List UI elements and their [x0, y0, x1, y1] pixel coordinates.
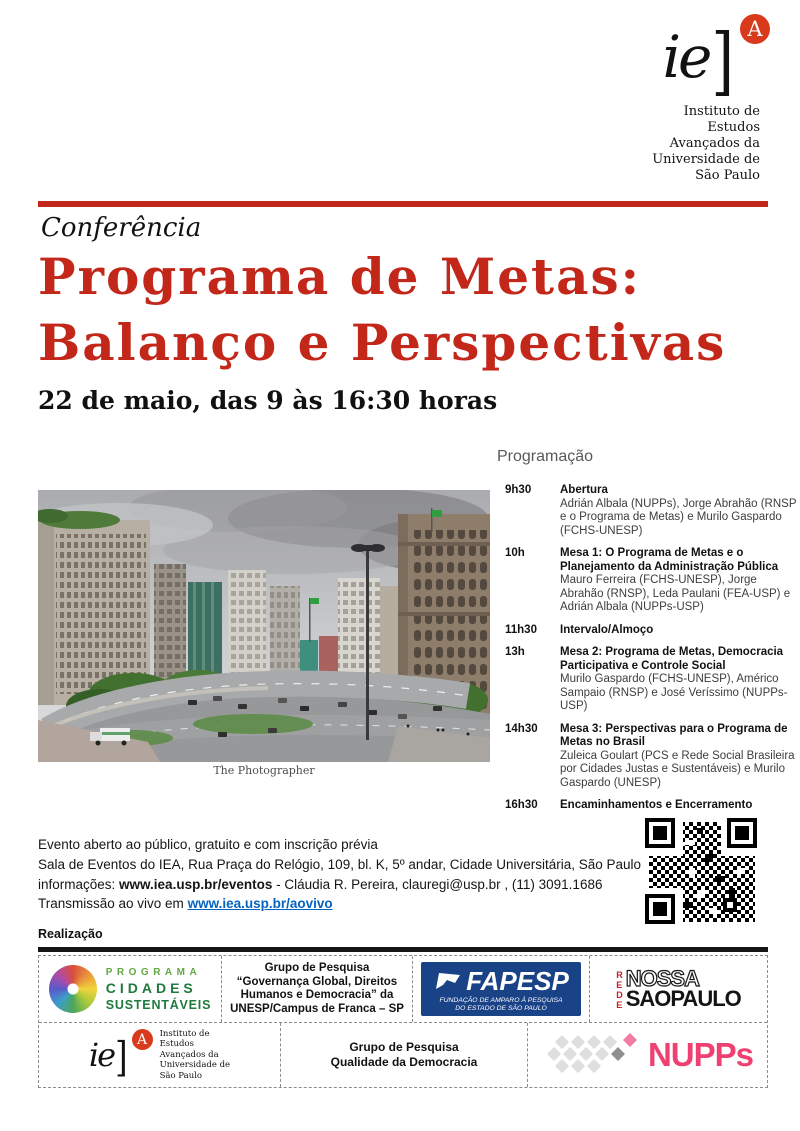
schedule-item: 11h30 Intervalo/Almoço: [505, 623, 654, 636]
iea-logotype: [662, 16, 770, 104]
iea-badge-icon-small: A: [132, 1029, 153, 1050]
event-type-kicker: Conferência: [41, 213, 202, 243]
logo-iea-small: [39, 1023, 281, 1087]
iea-badge-icon: A: [740, 14, 770, 44]
photo-sao-paulo-cityscape: [38, 490, 490, 762]
schedule-heading: Programação: [497, 448, 594, 465]
event-info: [38, 835, 648, 914]
qr-code-graphic: [645, 818, 759, 926]
iea-logotype-ie: ie: [662, 23, 710, 91]
rede-vertical-letters: R E D E: [616, 969, 623, 1010]
info-line-stream: Transmissão ao vivo em www.iea.usp.br/aovivo: [38, 896, 333, 912]
schedule-item: 14h30 Mesa 3: Perspectivas para o Programa de Metas no Brasil Zuleica Goulart (PCS e Rede Social Brasileira por Cidades Justas e Sustentáveis) e Murilo Gaspardo (UNESP): [505, 722, 795, 789]
event-datetime: 22 de maio, das 9 às 16:30 horas: [38, 386, 498, 415]
photo-credit: The Photographer: [213, 764, 315, 777]
iea-institute-name: Instituto de Estudos Avançados da Universidade de São Paulo: [652, 104, 760, 183]
logo-unesp-research-group: Grupo de Pesquisa “Governança Global, Direitos Humanos e Democracia” da UNESP/Campus de Franca – SP: [222, 956, 413, 1022]
cityscape-illustration: [38, 490, 490, 762]
schedule-item: 13h Mesa 2: Programa de Metas, Democracia Participativa e Controle Social Murilo Gaspardo (FCHS-UNESP), Américo Sampaio (RNSP) e José Veríssimo (NUPPs-USP): [505, 646, 788, 712]
events-url: www.iea.usp.br/eventos: [119, 876, 273, 892]
livestream-link[interactable]: www.iea.usp.br/aovivo: [187, 896, 333, 912]
iea-header-logo: [652, 16, 770, 184]
iea-institute-name-small: Instituto de Estudos Avançados da Universidade de São Paulo: [159, 1028, 231, 1081]
logo-nupps: NUPPs: [528, 1023, 767, 1087]
partner-logos-table: [38, 955, 768, 1088]
nupps-diamonds-icon: [542, 1032, 646, 1078]
logo-qualidade-democracia-group: Grupo de Pesquisa Qualidade da Democracia: [281, 1023, 528, 1087]
logo-cidades-sustentaveis: PROGRAMA CIDADES SUSTENTÁVEIS: [39, 956, 222, 1022]
red-divider-rule: [38, 201, 768, 207]
fapesp-flag-icon: [433, 971, 463, 991]
page-title-line1: Programa de Metas:: [38, 247, 642, 306]
page-title-line2: Balanço e Perspectivas: [38, 313, 727, 372]
info-line-access: Evento aberto ao público, gratuito e com inscrição prévia: [38, 837, 378, 852]
roads: [38, 684, 490, 762]
iea-logotype-bracket: ]: [711, 16, 734, 104]
schedule-item: 16h30 Encaminhamentos e Encerramento: [505, 799, 753, 811]
pcs-pinwheel-icon: [49, 965, 97, 1013]
black-divider-rule: [38, 947, 768, 952]
page-title: [38, 244, 770, 376]
logo-fapesp: FAPESP FUNDAÇÃO DE AMPARO À PESQUISA DO ESTADO DE SÃO PAULO: [413, 956, 590, 1022]
schedule-item: 10h Mesa 1: O Programa de Metas e o Planejamento da Administração Pública Mauro Ferreira (FCHS-UNESP), Jorge Abrahão (RNSP), Leda Paulani (FEA-USP) e Adrián Albala (NUPPs-USP): [505, 547, 791, 613]
footer-heading: Realização: [38, 927, 103, 941]
info-line-venue: Sala de Eventos do IEA, Rua Praça do Relógio, 109, bl. K, 5º andar, Cidade Universitária, São Paulo: [38, 856, 642, 872]
iea-logotype-small: ie] A: [89, 1037, 153, 1073]
info-line-contact: informações: www.iea.usp.br/eventos - Cláudia R. Pereira, clauregi@usp.br , (11) 3091.1686: [38, 876, 603, 892]
schedule-item: 9h30 Abertura Adrián Albala (NUPPs), Jorge Abrahão (RNSP e o Programa de Metas) e Murilo Gaspardo (FCHS-UNESP): [505, 484, 797, 537]
logo-rede-nossa-sao-paulo: R E D E NOSSA SAOPAULO: [616, 965, 741, 1011]
qr-code: [645, 818, 759, 926]
schedule-list: [505, 484, 799, 822]
